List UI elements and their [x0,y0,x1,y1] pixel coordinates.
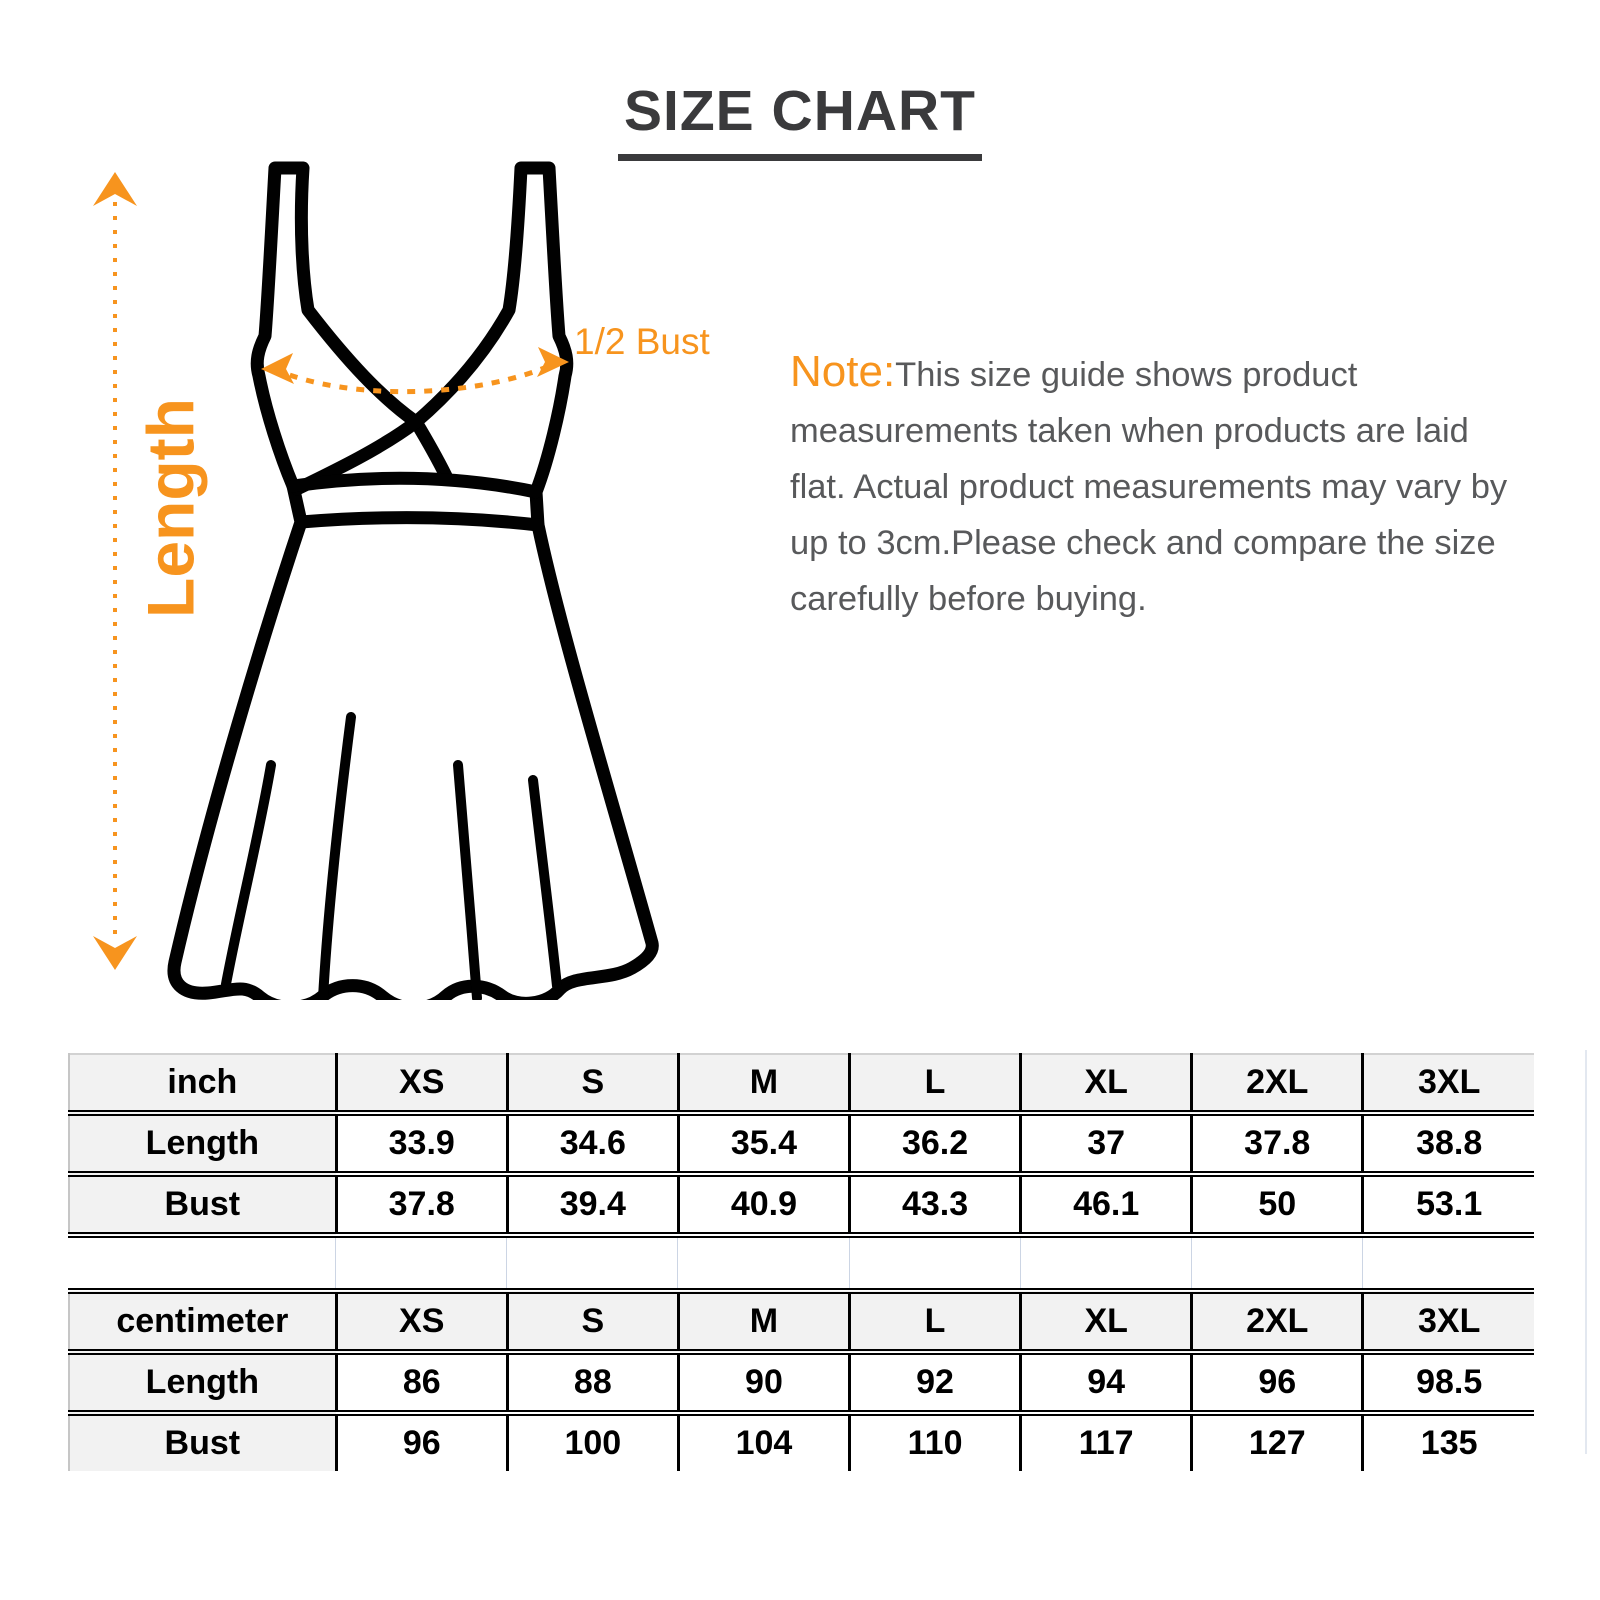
header-row [69,1054,1534,1113]
spacer-cell [335,1238,506,1288]
size-column-header: 2XL [1192,1291,1363,1352]
measurement-cell: 38.8 [1363,1113,1534,1174]
table-spacer [68,1238,1534,1288]
measurement-cell: 36.2 [850,1113,1021,1174]
table-row [69,1413,1534,1471]
measurement-cell: 100 [507,1413,678,1471]
note [790,344,1534,627]
page-title: SIZE CHART [618,78,982,161]
length-arrow [93,172,137,970]
measurement-cell: 53.1 [1363,1174,1534,1235]
table-row [69,1113,1534,1174]
measurement-cell: 46.1 [1021,1174,1192,1235]
measurement-cell: 40.9 [678,1174,849,1235]
size-column-header: M [678,1054,849,1113]
measurement-cell: 37 [1021,1113,1192,1174]
measurement-cell: 94 [1021,1352,1192,1413]
size-column-header: L [850,1054,1021,1113]
title-wrap [0,78,1600,161]
spacer-cell [678,1238,849,1288]
measurement-cell: 50 [1192,1174,1363,1235]
table-row [69,1352,1534,1413]
gridline-artifact [1585,1050,1587,1454]
size-column-header: S [507,1054,678,1113]
size-column-header: XL [1021,1291,1192,1352]
note-label: Note: [790,347,896,396]
spacer-cell [507,1238,678,1288]
row-label-cell: Length [69,1113,336,1174]
spacer-cell [68,1238,335,1288]
table-row [69,1174,1534,1235]
measurement-cell: 96 [336,1413,507,1471]
measurement-cell: 117 [1021,1413,1192,1471]
measurement-cell: 34.6 [507,1113,678,1174]
measurement-cell: 39.4 [507,1174,678,1235]
measurement-cell: 88 [507,1352,678,1413]
size-column-header: M [678,1291,849,1352]
arrow-down-icon [93,936,137,970]
size-column-header: 3XL [1363,1054,1534,1113]
size-column-header: S [507,1291,678,1352]
spacer-cell [1191,1238,1362,1288]
note-text: This size guide shows product measurements taken when products are laid flat. Actual product measurements may vary by up to 3cm.Please check and compare the size carefully before buying. [790,356,1508,618]
unit-header-cell: centimeter [69,1291,336,1352]
measurement-cell: 86 [336,1352,507,1413]
size-column-header: XS [336,1054,507,1113]
size-column-header: XL [1021,1054,1192,1113]
measurement-cell: 110 [850,1413,1021,1471]
measurement-cell: 92 [850,1352,1021,1413]
centimeter-table [68,1288,1534,1471]
size-column-header: 3XL [1363,1291,1534,1352]
arrow-up-icon [93,172,137,206]
size-column-header: XS [336,1291,507,1352]
unit-header-cell: inch [69,1054,336,1113]
header-row [69,1291,1534,1352]
measurement-cell: 127 [1192,1413,1363,1471]
measurement-cell: 98.5 [1363,1352,1534,1413]
size-column-header: L [850,1291,1021,1352]
row-label-cell: Bust [69,1174,336,1235]
measurement-cell: 35.4 [678,1113,849,1174]
measurement-cell: 37.8 [336,1174,507,1235]
size-column-header: 2XL [1192,1054,1363,1113]
spacer-row [68,1238,1534,1288]
length-label: Length [133,398,208,618]
spacer-cell [849,1238,1020,1288]
dress-outline [174,168,652,1000]
row-label-cell: Bust [69,1413,336,1471]
dress-measurement-diagram [60,150,780,1000]
measurement-cell: 33.9 [336,1113,507,1174]
measurement-cell: 96 [1192,1352,1363,1413]
row-label-cell: Length [69,1352,336,1413]
measurement-cell: 37.8 [1192,1113,1363,1174]
size-tables [68,1053,1534,1471]
measurement-cell: 90 [678,1352,849,1413]
measurement-cell: 104 [678,1413,849,1471]
measurement-cell: 135 [1363,1413,1534,1471]
spacer-cell [1020,1238,1191,1288]
bust-label: 1/2 Bust [574,321,710,362]
spacer-cell [1363,1238,1534,1288]
inch-table [68,1053,1534,1238]
measurement-cell: 43.3 [850,1174,1021,1235]
